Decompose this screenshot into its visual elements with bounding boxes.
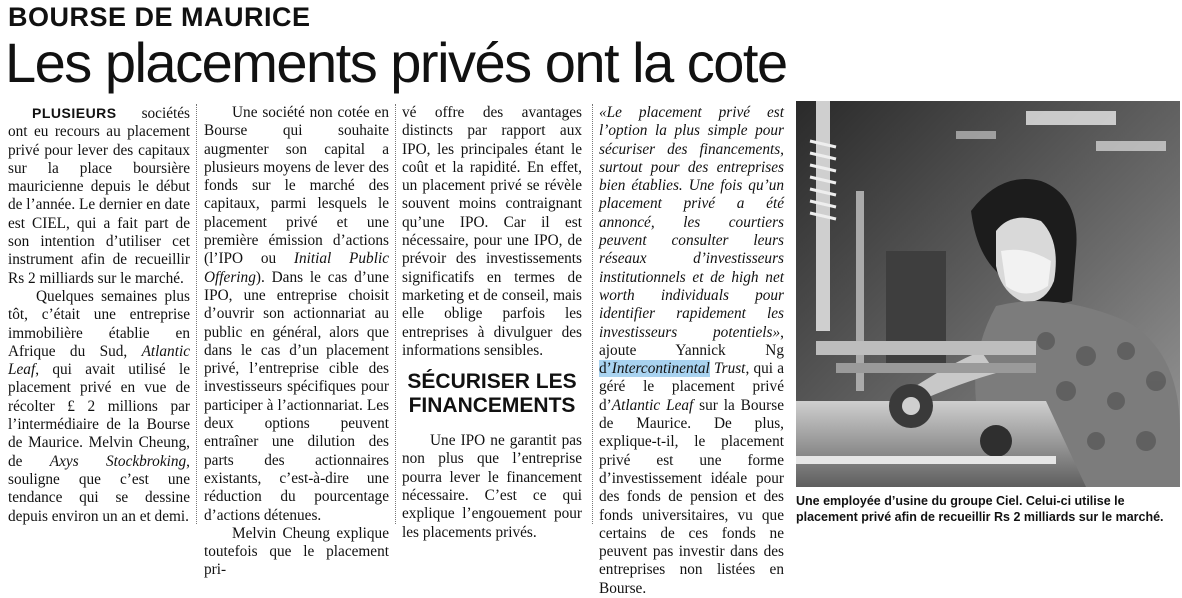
subheading: SÉCURISER LES FINANCEMENTS bbox=[407, 370, 577, 418]
quote: «Le placement privé est l’option la plus simple pour sécuriser des financements, surtout pour des entreprises bien établies. Une fois qu’un placement privé a été annoncé, les courtiers peuvent consulter leurs réseaux d’investisseurs institutionnels et de high net worth individuals pour identifier rapidement les investisseurs potentiels» bbox=[599, 104, 784, 341]
paragraph bbox=[204, 104, 389, 525]
column-1 bbox=[8, 104, 190, 526]
paragraph bbox=[8, 104, 190, 288]
column-divider bbox=[592, 104, 593, 524]
lead-word: PLUSIEURS bbox=[32, 105, 117, 121]
text: sur la Bourse de Maurice. De plus, explique-t-il, le placement privé est une forme d’investissement idéale pour des fonds de pension et des fonds universitaires, vu que certains de ces fonds ne peuvent pas investir dans des entreprises non listées en Bourse. bbox=[599, 396, 784, 597]
company-name: Intercontinental bbox=[611, 360, 710, 378]
paragraph bbox=[8, 288, 190, 526]
text: sociétés ont eu recours au placement privé pour lever des capitaux sur la place boursière mauricienne depuis le début de l’année. Le dernier en date est CIEL, qui a fait part de son intention d’utiliser cet instrument afin de recueillir Rs 2 milliards sur le marché. bbox=[8, 105, 190, 287]
paragraph: Une IPO ne garantit pas non plus que l’entreprise pourra lever le financement nécessaire. C’est ce qui explique l’engouement pour les placements privés. bbox=[402, 432, 582, 541]
paragraph bbox=[599, 104, 784, 598]
paragraph: Melvin Cheung explique toutefois que le placement pri- bbox=[204, 524, 389, 579]
company-name: Atlantic Leaf bbox=[611, 396, 694, 414]
company-name: Atlantic Leaf bbox=[8, 342, 190, 379]
column-3 bbox=[402, 104, 582, 542]
selection-highlight bbox=[599, 360, 710, 377]
text: , qui a géré le placement privé d’ bbox=[599, 360, 785, 414]
text: , souligne que c’est une tendance qui se dessine depuis environ un an et demi. bbox=[8, 452, 190, 525]
term: Initial Public Offering bbox=[204, 250, 389, 286]
text: ). Dans le cas d’une IPO, une entreprise choisit d’ouvrir son actionnariat au public en général, alors que dans le cas d’un placement privé, l’entreprise cible des investisseurs spécifiques pour participer à l’actionnariat. Les deux options peuvent entraîner une dilution des parts des actionnaires existants, c’est-à-dire une réduction du pourcentage d’actions détenues. bbox=[204, 268, 389, 524]
company-name: Trust bbox=[713, 360, 746, 378]
section-kicker: BOURSE DE MAURICE bbox=[8, 2, 311, 32]
photo-caption: Une employée d’usine du groupe Ciel. Celui-ci utilise le placement privé afin de recueillir Rs 2 milliards sur le marché. bbox=[796, 494, 1164, 524]
text: , qui avait utilisé le placement privé en vue de récolter £ 2 millions par l’intermédiaire de la Bourse de Maurice. Melvin Cheung, de bbox=[8, 361, 190, 470]
photo-illustration bbox=[796, 101, 1180, 487]
column-2 bbox=[204, 104, 389, 580]
text: Une société non cotée en Bourse qui souhaite augmenter son capital a plusieurs moyens de lever des fonds sur le marché des capitaux, parmi lesquels le placement privé et une première émission d’actions (l’IPO ou bbox=[204, 104, 389, 268]
headline: Les placements privés ont la cote bbox=[5, 31, 787, 94]
paragraph: vé offre des avantages distincts par rapport aux IPO, les principales étant le coût et la rapidité. En effet, un placement privé se révèle souvent moins contraignant qu’une IPO. Car il est nécessaire, pour une IPO, de prévoir des investissements significatifs en termes de marketing et de conseil, mais elle oblige parfois les entreprises à divulguer des informations sensibles. bbox=[402, 104, 582, 359]
column-divider bbox=[395, 104, 396, 524]
factory-worker-photo bbox=[796, 101, 1180, 487]
company-name: Axys Stockbroking bbox=[49, 452, 187, 470]
text: , ajoute Yannick Ng bbox=[599, 323, 784, 359]
text: Quelques semaines plus tôt, c’était une entreprise immobilière établie en Afrique du Sud, bbox=[8, 287, 190, 360]
column-divider bbox=[196, 104, 197, 524]
text: d’ bbox=[599, 360, 612, 378]
column-4 bbox=[599, 104, 784, 598]
